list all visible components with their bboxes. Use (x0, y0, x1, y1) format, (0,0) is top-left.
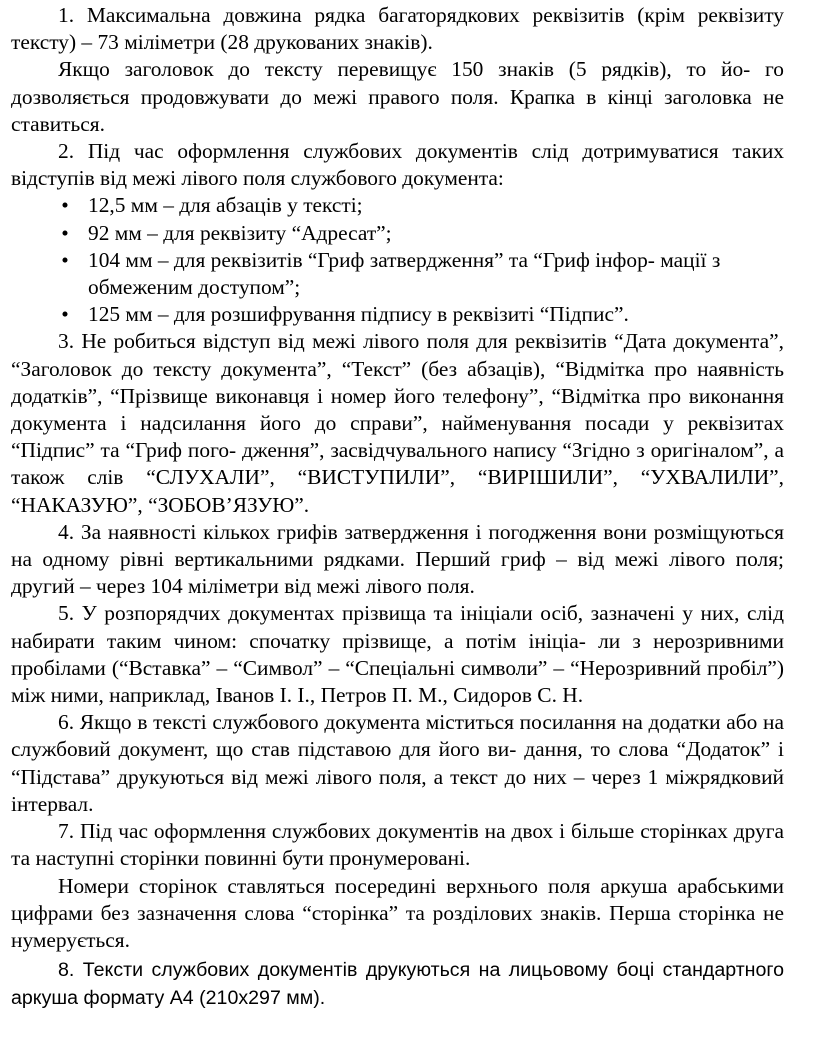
paragraph-4-approval-stamps: 4. За наявності кількох грифів затвердження і погодження вони розміщуються на одному рівні вертикальними рядками. Перший гриф – від межі лівого поля; другий – через 104 міліметри від межі лівого поля. (11, 519, 784, 599)
bullet-icon: • (61, 302, 69, 327)
bullet-icon: • (61, 220, 69, 245)
paragraph-2-indents-intro: 2. Під час оформлення службових документів слід дотримуватися таких відступів від межі лівого поля службового документа: (11, 139, 784, 191)
list-item-text: 92 мм – для реквізиту “Адресат”; (88, 220, 392, 245)
bullet-icon: • (61, 193, 69, 218)
paragraph-5-surnames-initials: 5. У розпорядчих документах прізвища та ініціали осіб, зазначені у них, слід набирати таким чином: спочатку прізвище, а потім ініціа- ли з нерозривними пробілами (“Вставка” – “Символ” – “Спеціальні символи” – “Нерозривний пробіл”) між ними, наприклад, Іванов І. І., Петров П. М., Сидоров С. Н. (11, 601, 784, 708)
list-item (11, 247, 784, 301)
list-item (11, 192, 784, 219)
bullet-icon: • (61, 247, 69, 272)
paragraph-7-page-numbering: 7. Під час оформлення службових документів на двох і більше сторінках друга та наступні сторінки повинні бути пронумеровані. (11, 819, 784, 871)
paragraph-page-number-position: Номери сторінок ставляться посередині верхнього поля аркуша арабськими цифрами без зазначення слова “сторінка” та розділових знаків. Перша сторінка не нумерується. (11, 873, 784, 952)
paragraph-1-max-line-length: 1. Максимальна довжина рядка багаторядкових реквізитів (крім реквізиту тексту) – 73 міліметри (28 друкованих знаків). (11, 3, 784, 55)
list-item (11, 220, 784, 247)
paragraph-8-a4-format: 8. Тексти службових документів друкуються на лицьовому боці стандартного аркуша формату А4 (210x297 мм). (11, 959, 784, 1009)
list-item-text: 125 мм – для розшифрування підпису в реквізиті “Підпис”. (88, 302, 629, 327)
list-item-text: 104 мм – для реквізитів “Гриф затвердження” та “Гриф інфор- мації з обмеженим доступом”; (88, 247, 721, 300)
indents-list (11, 192, 784, 328)
paragraph-6-attachments: 6. Якщо в тексті службового документа міститься посилання на додатки або на службовий документ, що став підставою для його ви- дання, то слова “Додаток” і “Підстава” друкуються від межі лівого поля, а текст до них – через 1 міжрядковий інтервал. (11, 710, 784, 816)
paragraph-3-no-indent: 3. Не робиться відступ від межі лівого поля для реквізитів “Дата документа”, “Заголовок до тексту документа”, “Текст” (без абзаців), “Відмітка про наявність додатків”, “Прізвище виконавця і номер його телефону”, “Відмітка про виконання документа і надсилання його до справи”, найменування посади у реквізитах “Підпис” та “Гриф пого- дження”, засвідчувального напису “Згідно з оригіналом”, а також слів “СЛУХАЛИ”, “ВИСТУПИЛИ”, “ВИРІШИЛИ”, “УХВАЛИЛИ”, “НАКАЗУЮ”, “ЗОБОВ’ЯЗУЮ”. (11, 329, 784, 517)
list-item (11, 301, 784, 328)
list-item-text: 12,5 мм – для абзаців у тексті; (88, 193, 363, 218)
paragraph-title-length: Якщо заголовок до тексту перевищує 150 знаків (5 рядків), то йо- го дозволяється продовжувати до межі правого поля. Крапка в кінці заголовка не ставиться. (11, 57, 784, 136)
